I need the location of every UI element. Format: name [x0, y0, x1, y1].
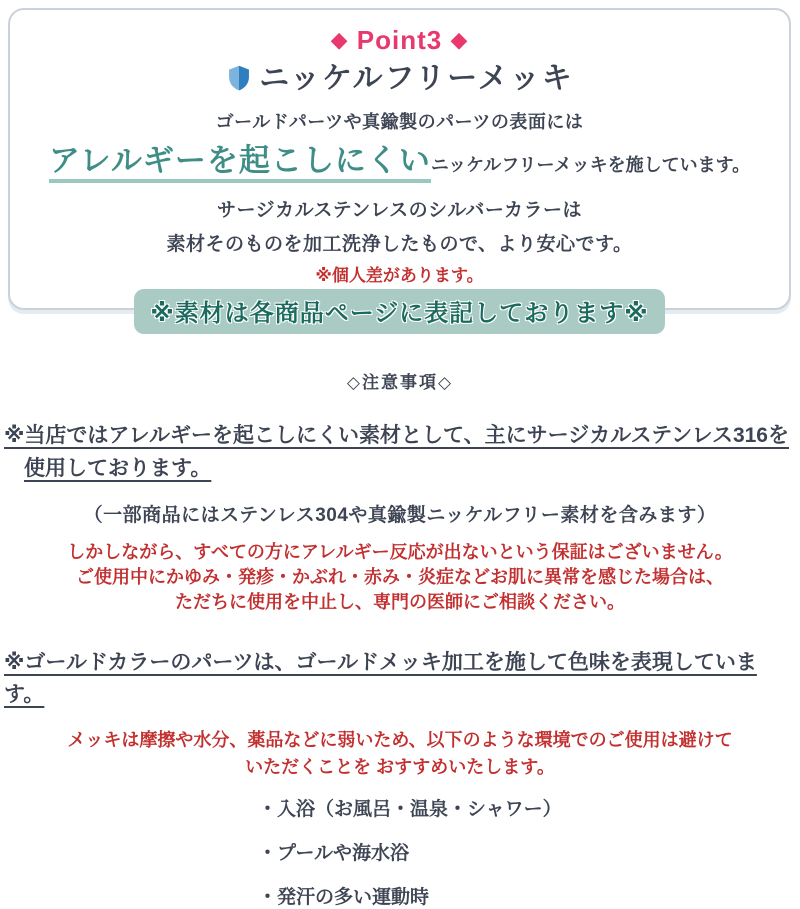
main-note-1-line-2: 使用しております。: [24, 456, 212, 480]
intro-line: ゴールドパーツや真鍮製のパーツの表面には: [215, 112, 584, 132]
individual-difference-note: ※個人差があります。: [315, 265, 484, 285]
allergy-warning: [0, 540, 800, 616]
allergy-rest: ニッケルフリーメッキを施しています。: [430, 155, 751, 175]
avoid-item-pool: ・プールや海水浴: [258, 842, 410, 864]
shield-icon: [225, 64, 253, 92]
main-note-1-line-1: ※当店ではアレルギーを起こしにくい素材として、主にサージカルステンレス316を: [4, 424, 789, 447]
silver-line-2: 素材そのものを加工洗浄したもので、より安心です。: [166, 233, 633, 255]
material-page-pill: ※素材は各商品ページに表記しております※: [134, 289, 664, 334]
allergy-warning-line-1: しかしながら、すべての方にアレルギー反応が出ないという保証はございません。: [67, 542, 733, 563]
main-note-1: [4, 420, 796, 485]
silver-line-1: サージカルステンレスのシルバーカラーは: [217, 199, 582, 221]
point3-card: [8, 8, 791, 327]
card-title-text: ニッケルフリーメッキ: [259, 62, 574, 95]
allergy-highlight: アレルギーを起こしにくい: [49, 143, 431, 183]
allergy-warning-line-3: ただちに使用を中止し、専門の医師にご相談ください。: [175, 592, 625, 613]
card-title: [10, 62, 789, 95]
allergy-warning-line-2: ご使用中にかゆみ・発疹・かぶれ・赤み・炎症などお肌に異常を感じた場合は、: [76, 567, 724, 588]
main-note-2-line: ※ゴールドカラーのパーツは、ゴールドメッキ加工を施して色味を表現しています。: [4, 650, 757, 707]
avoid-item-sweat: ・発汗の多い運動時: [258, 886, 430, 908]
diamond-left-icon: ◆: [330, 27, 349, 52]
allergy-line: [10, 136, 789, 186]
avoid-item-bath: ・入浴（お風呂・温泉・シャワー）: [258, 798, 562, 820]
point-label: Point3: [356, 25, 443, 55]
plating-warning-line-2: いただくことを おすすめいたします。: [245, 756, 555, 777]
plating-warning-line-1: メッキは摩擦や水分、薬品などに弱いため、以下のような環境でのご使用は避けて: [67, 729, 733, 750]
point-badge: [10, 27, 789, 53]
avoid-list: [258, 794, 800, 909]
sub-note: （一部商品にはステンレス304や真鍮製ニッケルフリー素材を含みます）: [83, 505, 717, 527]
diamond-right-icon: ◆: [450, 27, 469, 52]
plating-warning: [0, 727, 800, 781]
main-note-2: [4, 647, 796, 712]
notice-heading: ◇注意事項◇: [346, 373, 454, 392]
